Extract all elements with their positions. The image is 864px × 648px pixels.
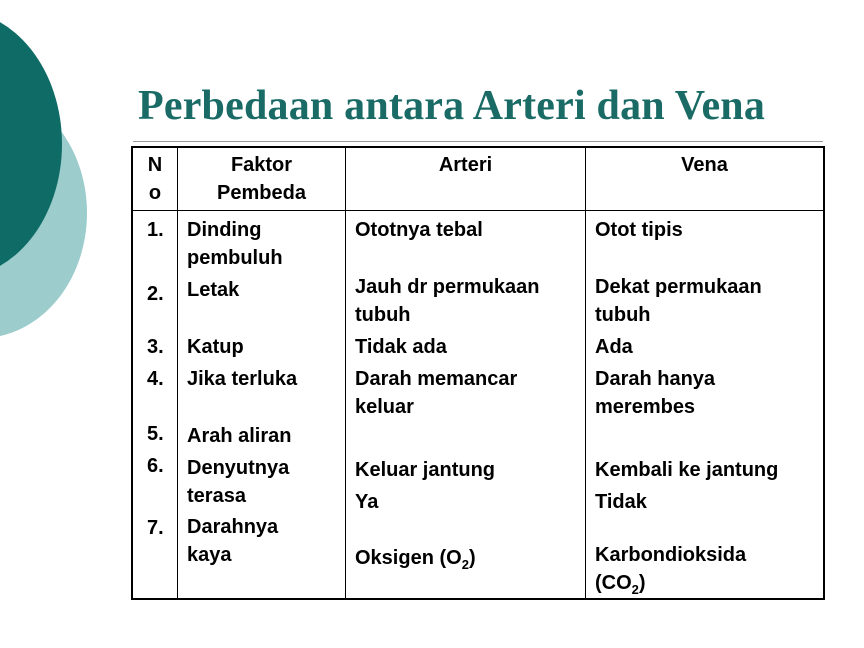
vena-darah-kaya: Karbondioksida $(CO_2)$ bbox=[595, 544, 747, 597]
header-vena: Vena bbox=[681, 154, 728, 176]
header-no: N o bbox=[147, 154, 163, 204]
row-number: 7. bbox=[147, 517, 164, 539]
row-number: 4. bbox=[147, 368, 164, 390]
arteri-denyut: Ya bbox=[355, 491, 379, 513]
faktor-katup: Katup bbox=[187, 336, 244, 358]
arteri-letak: Jauh dr permukaan tubuh bbox=[355, 276, 540, 326]
faktor-dinding-pembuluh: Dinding pembuluh bbox=[187, 219, 283, 269]
arteri-jika-terluka: Darah memancar keluar bbox=[355, 368, 518, 418]
vena-denyut: Tidak bbox=[595, 491, 647, 513]
slide-title: Perbedaan antara Arteri dan Vena bbox=[138, 83, 766, 129]
arteri-arah-aliran: Keluar jantung bbox=[355, 459, 496, 481]
vena-dinding: Otot tipis bbox=[595, 219, 683, 241]
header-divider bbox=[133, 210, 823, 211]
vena-letak: Dekat permukaan tubuh bbox=[595, 276, 762, 326]
faktor-jika-terluka: Jika terluka bbox=[187, 368, 298, 390]
row-number: 3. bbox=[147, 336, 164, 358]
faktor-letak: Letak bbox=[187, 279, 240, 301]
column-divider bbox=[345, 148, 346, 598]
arteri-darah-kaya: Oksigen $(O_2)$ bbox=[355, 547, 476, 572]
arteri-katup: Tidak ada bbox=[355, 336, 447, 358]
vena-katup: Ada bbox=[595, 336, 633, 358]
comparison-table bbox=[131, 146, 825, 600]
title-underline bbox=[133, 141, 823, 142]
row-number: 6. bbox=[147, 455, 164, 477]
faktor-arah-aliran: Arah aliran bbox=[187, 425, 292, 447]
header-arteri: Arteri bbox=[438, 154, 493, 176]
row-number: 5. bbox=[147, 423, 164, 445]
faktor-darahnya-kaya: Darahnya kaya bbox=[187, 516, 279, 566]
row-number: 2. bbox=[147, 283, 164, 305]
row-number: 1. bbox=[147, 219, 164, 241]
header-faktor-pembeda: Faktor Pembeda bbox=[217, 154, 306, 204]
faktor-denyutnya-terasa: Denyutnya terasa bbox=[187, 457, 290, 507]
column-divider bbox=[177, 148, 178, 598]
vena-jika-terluka: Darah hanya merembes bbox=[595, 368, 716, 418]
vena-arah-aliran: Kembali ke jantung bbox=[595, 459, 779, 481]
column-divider bbox=[585, 148, 586, 598]
arteri-dinding: Ototnya tebal bbox=[355, 219, 483, 241]
